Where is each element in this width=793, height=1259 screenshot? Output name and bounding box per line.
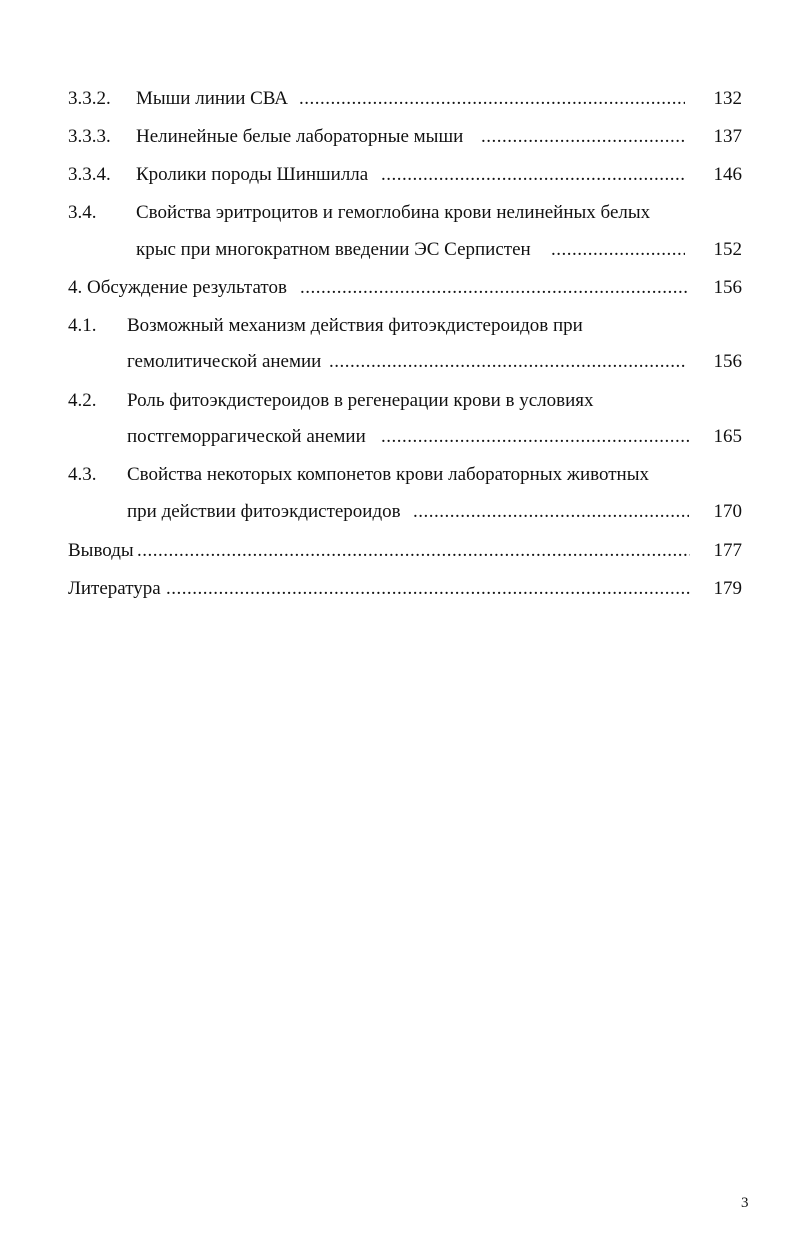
toc-entry-page: 137 bbox=[713, 126, 742, 147]
toc-entry-number: 4.2. bbox=[68, 390, 97, 411]
toc-entry-4-3[interactable] bbox=[0, 462, 793, 488]
toc-entry-page: 146 bbox=[713, 164, 742, 185]
toc-entry-4[interactable] bbox=[0, 275, 793, 301]
toc-entry-conclusions[interactable] bbox=[0, 538, 793, 564]
toc-entry-number: 3.3.3. bbox=[68, 126, 111, 147]
toc-leader-dots bbox=[137, 538, 690, 564]
toc-entry-title: Выводы bbox=[68, 540, 134, 561]
toc-entry-page: 156 bbox=[713, 277, 742, 298]
toc-entry-number: 3.4. bbox=[68, 202, 97, 223]
toc-leader-dots bbox=[299, 86, 685, 112]
toc-entry-page: 177 bbox=[713, 540, 742, 561]
toc-entry-title: Мыши линии СВА bbox=[136, 88, 288, 109]
toc-entry-number: 3.3.4. bbox=[68, 164, 111, 185]
toc-entry-title-line1: Роль фитоэкдистероидов в регенерации крови в условиях bbox=[127, 390, 594, 411]
toc-entry-title: 4. Обсуждение результатов bbox=[68, 277, 287, 298]
toc-entry-title: Кролики породы Шиншилла bbox=[136, 164, 369, 185]
toc-entry-3-3-4[interactable] bbox=[0, 162, 793, 188]
toc-entry-page: 165 bbox=[713, 426, 742, 447]
toc-leader-dots bbox=[481, 124, 685, 150]
toc-entry-4-1[interactable] bbox=[0, 313, 793, 339]
toc-entry-4-2[interactable] bbox=[0, 388, 793, 414]
toc-entry-3-4-continued[interactable] bbox=[0, 237, 793, 263]
toc-leader-dots bbox=[381, 424, 691, 450]
toc-entry-number: 4.3. bbox=[68, 464, 97, 485]
toc-entry-title-line2: гемолитической анемии bbox=[127, 351, 322, 372]
toc-leader-dots bbox=[381, 162, 685, 188]
toc-entry-title-line1: Свойства некоторых компонетов крови лабораторных животных bbox=[127, 464, 649, 485]
toc-entry-title-line2: крыс при многократном введении ЭС Серпистен bbox=[136, 239, 531, 260]
page-number: 3 bbox=[741, 1195, 749, 1211]
toc-entry-references[interactable] bbox=[0, 576, 793, 602]
toc-entry-title-line2: при действии фитоэкдистероидов bbox=[127, 501, 401, 522]
toc-entry-4-2-continued[interactable] bbox=[0, 424, 793, 450]
toc-leader-dots bbox=[166, 576, 690, 602]
toc-leader-dots bbox=[300, 275, 689, 301]
toc-entry-number: 4.1. bbox=[68, 315, 97, 336]
toc-entry-title-line2: постгеморрагической анемии bbox=[127, 426, 366, 447]
toc-leader-dots bbox=[413, 499, 689, 525]
toc-entry-number: 3.3.2. bbox=[68, 88, 111, 109]
toc-entry-4-1-continued[interactable] bbox=[0, 349, 793, 375]
toc-entry-page: 132 bbox=[713, 88, 742, 109]
toc-entry-3-3-3[interactable] bbox=[0, 124, 793, 150]
toc-entry-page: 179 bbox=[713, 578, 742, 599]
toc-leader-dots bbox=[329, 349, 685, 375]
toc-entry-page: 156 bbox=[713, 351, 742, 372]
toc-entry-3-4[interactable] bbox=[0, 200, 793, 226]
toc-entry-title-line1: Возможный механизм действия фитоэкдистероидов при bbox=[127, 315, 583, 336]
toc-entry-title-line1: Свойства эритроцитов и гемоглобина крови нелинейных белых bbox=[136, 202, 651, 223]
toc-entry-title: Нелинейные белые лабораторные мыши bbox=[136, 126, 464, 147]
toc-entry-4-3-continued[interactable] bbox=[0, 499, 793, 525]
toc-entry-title: Литература bbox=[68, 578, 161, 599]
toc-entry-page: 152 bbox=[713, 239, 742, 260]
toc-entry-page: 170 bbox=[713, 501, 742, 522]
toc-leader-dots bbox=[551, 237, 685, 263]
toc-entry-3-3-2[interactable] bbox=[0, 86, 793, 112]
